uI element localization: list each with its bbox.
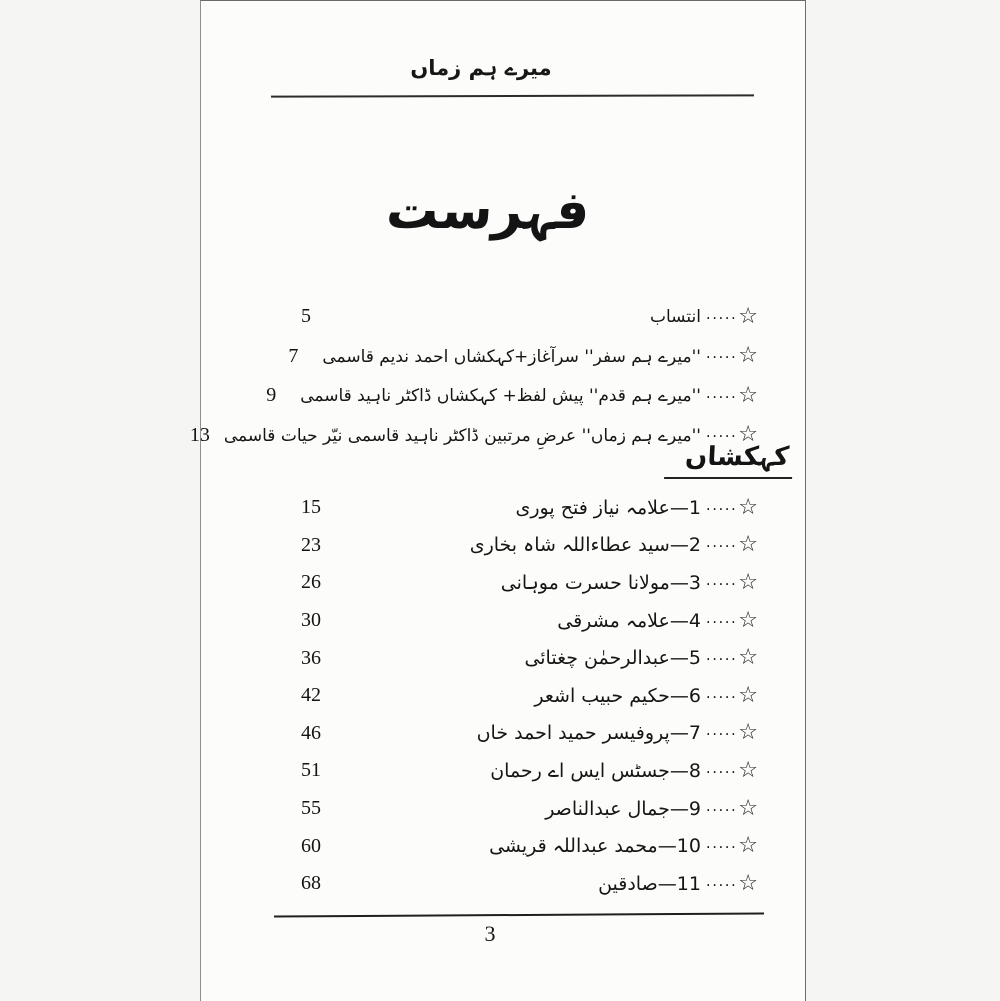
star-icon: ☆ bbox=[738, 494, 758, 520]
toc-entry bbox=[301, 602, 758, 640]
toc-entry-page-number: 9 bbox=[266, 384, 277, 407]
footer-rule bbox=[274, 913, 764, 918]
dot-leader: ..... bbox=[705, 721, 738, 740]
dot-leader: ..... bbox=[705, 495, 738, 514]
toc-entry-label: 4—علامہ مشرقی bbox=[557, 609, 701, 632]
star-icon: ☆ bbox=[738, 795, 758, 821]
dot-leader: ..... bbox=[705, 383, 738, 402]
toc-entry-page-number: 55 bbox=[301, 797, 321, 820]
star-icon: ☆ bbox=[738, 422, 758, 448]
toc-entry-page-number: 51 bbox=[301, 759, 321, 782]
running-head-title: میرے ہم زماں bbox=[410, 56, 552, 80]
star-icon: ☆ bbox=[738, 757, 758, 783]
star-icon: ☆ bbox=[738, 645, 758, 671]
toc-entry-label: ''میرے ہم سفر'' سرآغاز+کہکشاں احمد ندیم قاسمی bbox=[322, 346, 701, 367]
header-rule bbox=[271, 94, 754, 97]
toc-entry-label: 11—صادقین bbox=[598, 872, 701, 895]
dot-leader: ..... bbox=[705, 423, 738, 442]
toc-entry-label: 7—پروفیسر حمید احمد خاں bbox=[476, 722, 701, 745]
dot-leader: ..... bbox=[705, 533, 738, 552]
toc-entry-page-number: 46 bbox=[301, 721, 321, 744]
toc-entry-label: ''میرے ہم زماں'' عرضِ مرتبین ڈاکٹر ناہید قاسمی نیّر حیات قاسمی bbox=[223, 425, 701, 446]
dot-leader: ..... bbox=[705, 871, 738, 890]
toc-entry-text bbox=[545, 795, 758, 821]
dot-leader: ..... bbox=[705, 796, 738, 815]
dot-leader: ..... bbox=[705, 646, 738, 665]
book-page bbox=[189, 0, 806, 1001]
toc-entry-text bbox=[477, 722, 758, 744]
toc-entry-page-number: 5 bbox=[301, 305, 311, 328]
dot-leader: ..... bbox=[705, 344, 738, 363]
star-icon: ☆ bbox=[738, 532, 758, 558]
toc-entry bbox=[288, 337, 758, 377]
toc-entry-page-number: 36 bbox=[301, 646, 321, 669]
dot-leader: ..... bbox=[705, 758, 738, 777]
dot-leader: ..... bbox=[705, 683, 738, 702]
toc-entry bbox=[301, 564, 758, 602]
star-icon: ☆ bbox=[738, 569, 758, 595]
toc-entry-text bbox=[649, 303, 758, 329]
toc-entry-label: انتساب bbox=[649, 306, 701, 327]
dot-leader: ..... bbox=[705, 834, 738, 853]
toc-entry-text bbox=[489, 835, 758, 857]
toc-entry-page-number: 42 bbox=[301, 684, 321, 707]
toc-entry-text bbox=[524, 647, 758, 669]
toc-entry bbox=[301, 827, 758, 865]
star-icon: ☆ bbox=[738, 870, 758, 896]
toc-entry bbox=[301, 752, 758, 790]
star-icon: ☆ bbox=[738, 720, 758, 746]
toc-entry-page-number: 68 bbox=[301, 872, 321, 895]
toc-entry-label: 3—مولانا حسرت موہانی bbox=[500, 571, 701, 594]
toc-entry-label: ''میرے ہم قدم'' پیش لفظ+ کہکشاں ڈاکٹر ناہید قاسمی bbox=[300, 386, 701, 407]
page-number: 3 bbox=[484, 921, 496, 946]
toc-entry-label: 10—محمد عبداللہ قریشی bbox=[489, 835, 701, 858]
toc-entry-text bbox=[500, 569, 758, 595]
dot-leader: ..... bbox=[705, 304, 738, 323]
toc-entry bbox=[301, 677, 758, 715]
toc-entry-text bbox=[557, 607, 758, 633]
toc-entry bbox=[301, 639, 758, 677]
toc-title: فہرست bbox=[384, 181, 592, 241]
star-icon: ☆ bbox=[738, 343, 758, 369]
toc-entry-page-number: 15 bbox=[301, 496, 321, 519]
dot-leader: ..... bbox=[705, 570, 738, 589]
toc-entry-text bbox=[534, 682, 758, 708]
toc-entry bbox=[301, 297, 758, 337]
star-icon: ☆ bbox=[738, 833, 758, 859]
toc-entry-text bbox=[470, 534, 758, 556]
toc-entry-text bbox=[598, 870, 758, 896]
toc-front-matter-list bbox=[189, 297, 758, 455]
dot-leader: ..... bbox=[705, 608, 738, 627]
toc-entry-text bbox=[515, 494, 759, 520]
star-icon: ☆ bbox=[738, 607, 758, 633]
toc-entry-page-number: 60 bbox=[301, 834, 321, 857]
toc-entry bbox=[301, 790, 758, 828]
toc-entry-label: 6—حکیم حبیب اشعر bbox=[534, 684, 701, 707]
toc-entry bbox=[301, 527, 758, 565]
toc-entry-label: 1—علامہ نیاز فتح پوری bbox=[515, 496, 701, 519]
star-icon: ☆ bbox=[738, 382, 758, 408]
toc-entry-page-number: 30 bbox=[301, 609, 321, 632]
toc-entry-label: 2—سید عطاءاللہ شاہ بخاری bbox=[469, 534, 701, 557]
section-heading: کہکشاں bbox=[664, 442, 794, 479]
star-icon: ☆ bbox=[738, 303, 758, 329]
star-icon: ☆ bbox=[738, 682, 758, 708]
toc-entry-text bbox=[322, 345, 758, 367]
toc-chapter-list bbox=[301, 489, 758, 903]
toc-entry bbox=[301, 489, 758, 527]
toc-entry-page-number: 7 bbox=[288, 344, 299, 367]
toc-entry-page-number: 23 bbox=[301, 533, 321, 556]
toc-entry bbox=[301, 865, 758, 903]
toc-entry-label: 8—جسٹس ایس اے رحمان bbox=[490, 759, 701, 782]
toc-entry-text bbox=[490, 757, 758, 783]
toc-entry-page-number: 26 bbox=[301, 571, 321, 594]
toc-entry-page-number: 13 bbox=[189, 423, 210, 446]
toc-entry bbox=[301, 715, 758, 753]
toc-entry-label: 9—جمال عبدالناصر bbox=[545, 797, 701, 820]
toc-entry-text bbox=[300, 382, 758, 408]
toc-entry bbox=[266, 376, 758, 416]
toc-entry-label: 5—عبدالرحمٰن چغتائی bbox=[524, 647, 701, 670]
